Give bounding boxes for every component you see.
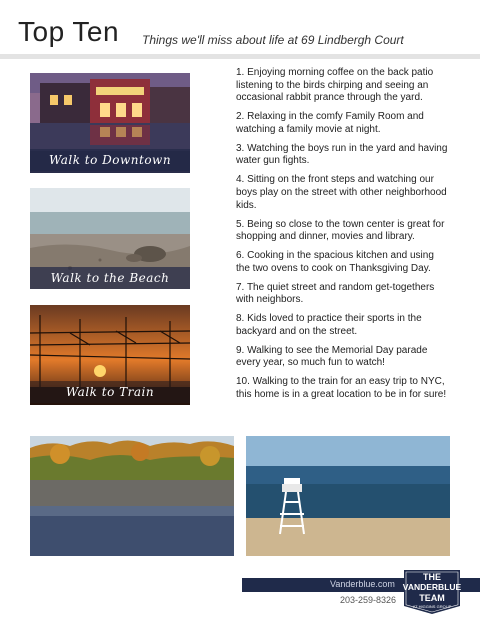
list-item: 7. The quiet street and random get-togethers with neighbors. — [236, 281, 435, 306]
train-caption: Walk to Train — [65, 385, 155, 399]
page-header — [0, 0, 480, 56]
beach-photo — [30, 188, 190, 289]
lifeguard-scene — [246, 436, 450, 556]
list-item: 1. Enjoying morning coffee on the back patio listening to the birds chirping and seeing an occasional rabbit prance through the yard. — [236, 67, 434, 104]
list-item: 10. Walking to the train for an easy trip to NYC, this home is in a great location to be in for sure! — [236, 376, 447, 400]
lifeguard-photo — [246, 436, 450, 556]
downtown-photo — [30, 73, 190, 173]
footer-website[interactable]: Vanderblue.com — [330, 579, 395, 589]
list-item: 5. Being so close to the town center is great for shopping and dinner, movies and library. — [236, 218, 445, 243]
downtown-caption: Walk to Downtown — [48, 153, 172, 167]
logo-line-4: AT HIGGINS GROUP — [412, 604, 452, 609]
train-photo — [30, 305, 190, 405]
train-caption-band — [30, 381, 190, 403]
list-item: 8. Kids loved to practice their sports in the backyard and on the street. — [236, 313, 422, 337]
vanderblue-team-logo — [400, 568, 464, 614]
logo-line-3: TEAM — [419, 593, 445, 603]
logo-line-1: THE — [423, 572, 441, 582]
list-item: 6. Cooking in the spacious kitchen and using the two ovens to cook on Thanksgiving Day. — [236, 250, 434, 274]
beach-caption-band — [30, 267, 190, 289]
logo-line-2: VANDERBLUE — [402, 582, 462, 592]
list-item: 4. Sitting on the front steps and watching our boys play on the street with other neighborhood kids. — [236, 174, 447, 211]
lake-scene — [30, 436, 234, 556]
top-ten-list — [236, 67, 448, 408]
list-item: 9. Walking to see the Memorial Day parade every year, so much fun to watch! — [236, 344, 428, 369]
page-subtitle: Things we'll miss about life at 69 Lindbergh Court — [142, 33, 404, 47]
beach-caption: Walk to the Beach — [50, 271, 170, 285]
lake-photo — [30, 436, 234, 556]
header-divider — [0, 54, 480, 59]
list-item: 2. Relaxing in the comfy Family Room and watching a family movie at night. — [236, 111, 424, 135]
page-title: Top Ten — [18, 16, 120, 47]
footer-phone: 203-259-8326 — [340, 595, 397, 605]
list-item: 3. Watching the boys run in the yard and having water gun fights. — [236, 142, 448, 167]
downtown-caption-band — [30, 149, 190, 171]
